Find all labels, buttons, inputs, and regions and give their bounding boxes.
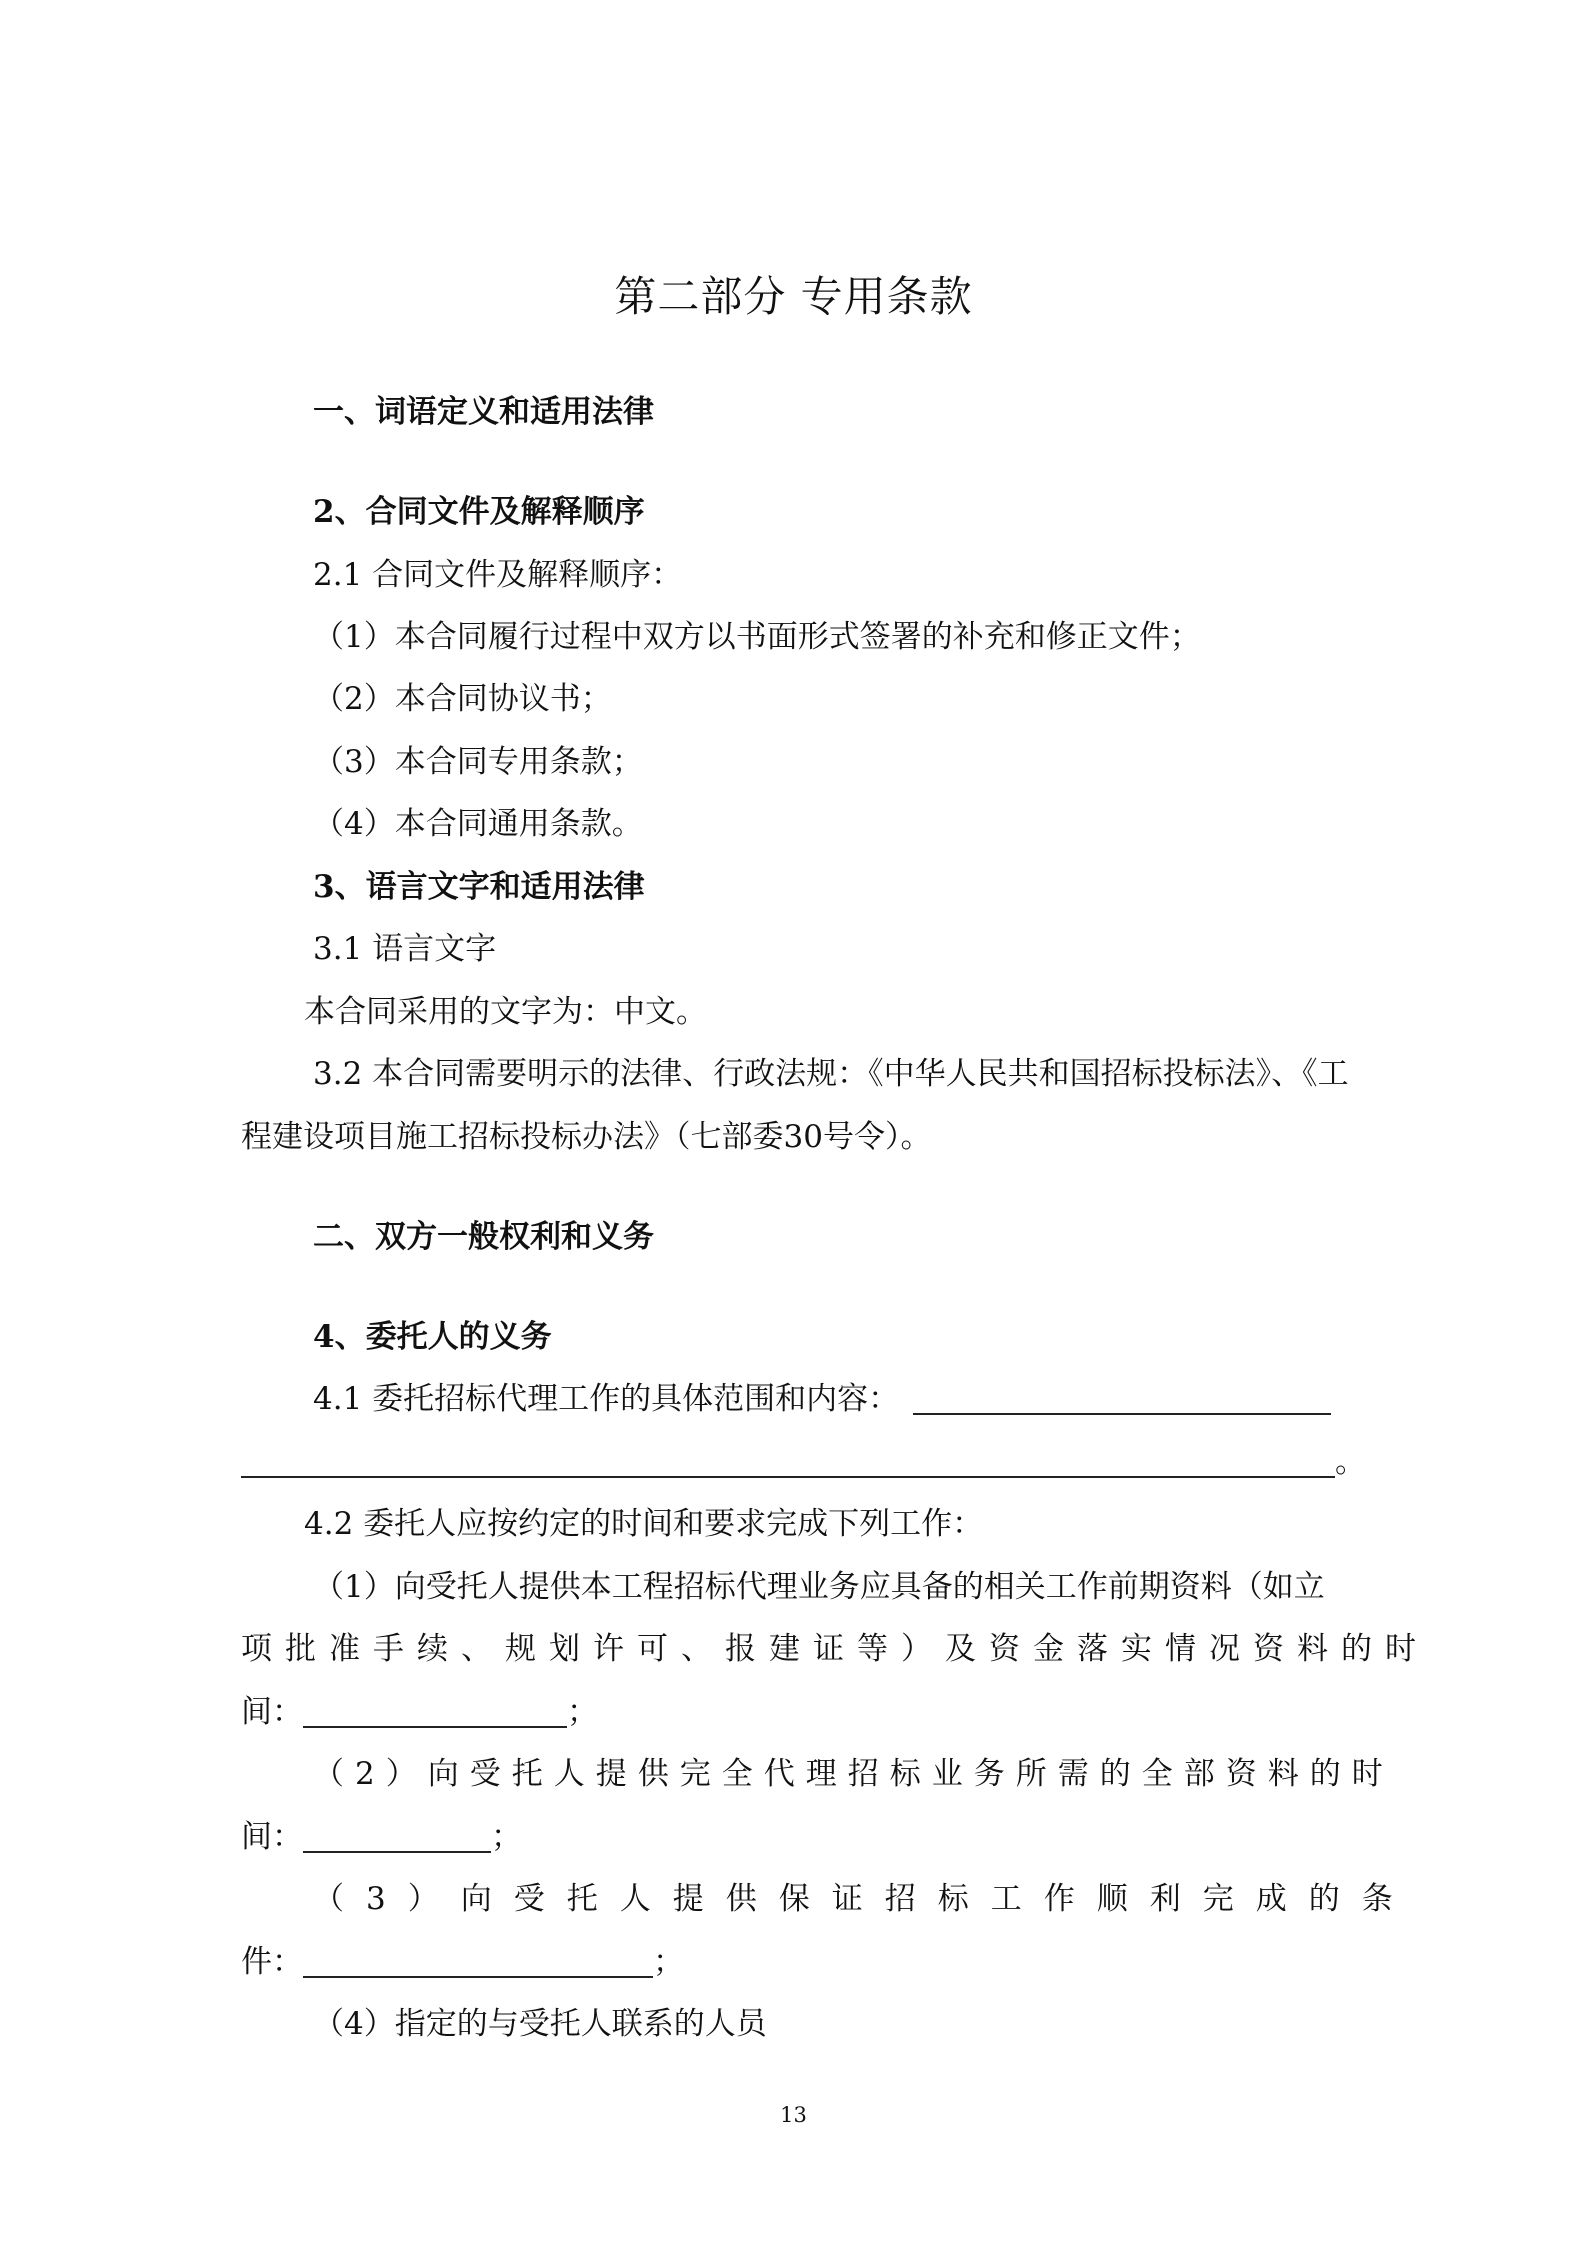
clause-4-2-item-3-condition-label: 件：	[241, 1944, 303, 1980]
clause-4-1-blank-line	[913, 1377, 1331, 1415]
clause-heading-2: 2、合同文件及解释顺序	[313, 494, 645, 530]
clause-4-1-blank-line-2	[241, 1440, 1335, 1478]
clause-4-2-item-1-line-2	[241, 1618, 1429, 1680]
clause-4-2-item-3-line-1: （3）向受托人提供保证招标工作顺利完成的条	[313, 1881, 1415, 1917]
section-heading-1: 一、词语定义和适用法律	[313, 394, 654, 430]
clause-2-1: 2.1 合同文件及解释顺序：	[313, 557, 683, 593]
clause-4-2-item-1-semicolon: ；	[567, 1694, 598, 1730]
page-number: 13	[780, 2103, 807, 2127]
clause-4-2-item-3-blank-line	[303, 1940, 653, 1978]
clause-2-1-item-2: （2）本合同协议书；	[313, 681, 612, 717]
clause-4-2-item-4: （4）指定的与受托人联系的人员	[313, 2006, 767, 2042]
clause-4-2-item-3-line-2	[241, 1931, 684, 1993]
clause-heading-3: 3、语言文字和适用法律	[313, 869, 645, 905]
clause-2-1-item-3: （3）本合同专用条款；	[313, 744, 643, 780]
clause-4-2-item-2-semicolon: ；	[491, 1819, 522, 1855]
clause-4-2-item-1-line-1: （1）向受托人提供本工程招标代理业务应具备的相关工作前期资料（如立	[313, 1569, 1325, 1605]
clause-2-1-item-1: （1）本合同履行过程中双方以书面形式签署的补充和修正文件；	[313, 619, 1201, 655]
clause-4-2-item-3-semicolon: ；	[653, 1944, 684, 1980]
clause-2-1-item-4: （4）本合同通用条款。	[313, 806, 643, 842]
clause-4-2-item-1-time-label: 间：	[241, 1694, 303, 1730]
clause-4-2-item-1-line-3	[241, 1681, 598, 1743]
clause-4-2-item-1-line-2-text: 项批准手续、规划许可、报建证等）及资金落实情况资料的时	[241, 1631, 1429, 1667]
clause-4-2-item-2-line-2	[241, 1806, 522, 1868]
section-heading-2: 二、双方一般权利和义务	[313, 1219, 654, 1255]
clause-4-1-continued	[241, 1431, 1366, 1493]
clause-4-1	[313, 1368, 1331, 1430]
clause-4-1-period: 。	[1335, 1444, 1366, 1480]
clause-3-1-text: 本合同采用的文字为：中文。	[304, 994, 707, 1030]
clause-3-2-line-2: 程建设项目施工招标投标办法》（七部委30号令）。	[241, 1119, 932, 1155]
clause-4-2-item-2-blank-line	[303, 1815, 491, 1853]
clause-heading-4: 4、委托人的义务	[313, 1319, 552, 1355]
clause-4-2-item-2-line-1: （2）向受托人提供完全代理招标业务所需的全部资料的时	[313, 1756, 1394, 1792]
clause-4-2: 4.2 委托人应按约定的时间和要求完成下列工作：	[304, 1506, 984, 1542]
clause-4-1-label: 4.1 委托招标代理工作的具体范围和内容：	[313, 1381, 900, 1417]
clause-4-2-item-1-blank-line	[303, 1690, 567, 1728]
clause-3-2-line-1: 3.2 本合同需要明示的法律、行政法规：《中华人民共和国招标投标法》、《工	[313, 1056, 1349, 1092]
page-title: 第二部分 专用条款	[614, 272, 973, 321]
clause-4-2-item-2-time-label: 间：	[241, 1819, 303, 1855]
clause-3-1: 3.1 语言文字	[313, 931, 497, 967]
